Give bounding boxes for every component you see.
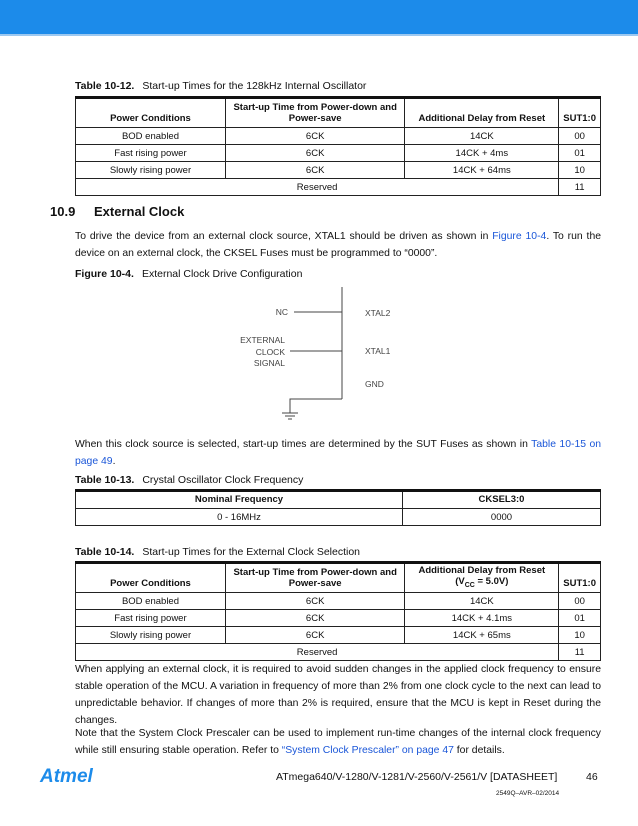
table-cell: 6CK: [225, 627, 404, 644]
external-clock-diagram: [230, 285, 410, 425]
caption-title: Start-up Times for the 128kHz Internal Oscillator: [142, 80, 367, 92]
caption-title: External Clock Drive Configuration: [141, 268, 303, 280]
nc-label: NC: [275, 307, 288, 317]
table-cell: 14CK + 65ms: [405, 627, 559, 644]
table-cell: 10: [559, 627, 601, 644]
paragraph-external-clock: [75, 228, 601, 262]
table-header: SUT1:0: [559, 563, 601, 593]
paragraph-clock-stability: When applying an external clock, it is required to avoid sudden changes in the applied clock frequency to ensure stable operation of the MCU. A variation in frequency of more than 2% from one clock cycle to the next can lead to unpredictable behavior. If changes of more than 2% is required, ensure that the MCU is kept in Reset during the changes.: [75, 664, 601, 726]
table-header: Power Conditions: [76, 563, 226, 593]
caption-label: Table 10-14.: [75, 546, 135, 558]
table-cell: Reserved: [76, 179, 559, 196]
table-header: Additional Delay from Reset: [405, 98, 559, 128]
table-row: [76, 593, 601, 610]
xtal2-label: XTAL2: [365, 308, 391, 318]
header-bar: [0, 0, 638, 34]
table-row: [76, 610, 601, 627]
caption-title: Start-up Times for the External Clock Selection: [142, 546, 361, 558]
gnd-wire: [290, 399, 342, 413]
footer-title: ATmega640/V-1280/V-1281/V-2560/V-2561/V [DATASHEET]: [276, 771, 558, 783]
header-text: Additional Delay from Reset: [418, 565, 546, 577]
paragraph-prescaler-note: [75, 725, 601, 759]
table-cell: 0 - 16MHz: [76, 509, 403, 526]
table-cell: 01: [559, 145, 601, 162]
table-cell: Fast rising power: [76, 145, 226, 162]
table-cell: 0000: [403, 509, 601, 526]
table-cell: Slowly rising power: [76, 162, 226, 179]
table-cell: BOD enabled: [76, 128, 226, 145]
table-cell: 14CK: [405, 128, 559, 145]
gnd-label: GND: [365, 379, 384, 389]
table-cell: 14CK: [405, 593, 559, 610]
paragraph-sut-fuses: [75, 436, 601, 470]
system-clock-prescaler-link[interactable]: “System Clock Prescaler” on page 47: [281, 745, 454, 756]
paragraph-text: .: [112, 456, 116, 467]
table-10-13-caption: [75, 474, 303, 486]
paragraph-text: for details.: [453, 745, 505, 756]
table-header: CKSEL3:0: [403, 491, 601, 509]
table-cell: 00: [559, 593, 601, 610]
table-row: [76, 128, 601, 145]
table-row-reserved: [76, 179, 601, 196]
header-rule: [0, 34, 638, 36]
table-cell: Slowly rising power: [76, 627, 226, 644]
table-cell: 10: [559, 162, 601, 179]
table-10-12: [75, 96, 601, 196]
paragraph-text: When this clock source is selected, start-up times are determined by the SUT Fuses as shown in: [75, 439, 532, 450]
table-cell: Fast rising power: [76, 610, 226, 627]
table-cell: 11: [559, 644, 601, 661]
table-cell: 6CK: [225, 593, 404, 610]
table-row: [76, 627, 601, 644]
table-header: SUT1:0: [559, 98, 601, 128]
section-heading: [50, 204, 184, 219]
table-10-15-link[interactable]: Table 10-15 on page 49: [75, 439, 602, 467]
xtal1-label: XTAL1: [365, 346, 391, 356]
table-cell: 14CK + 64ms: [405, 162, 559, 179]
external-clock-label: EXTERNAL: [240, 335, 285, 345]
table-header: Power Conditions: [76, 98, 226, 128]
header-text: = 5.0V): [474, 576, 509, 588]
table-cell: 01: [559, 610, 601, 627]
caption-label: Table 10-13.: [75, 474, 135, 486]
table-cell: 6CK: [225, 128, 404, 145]
table-10-13: [75, 489, 601, 526]
section-title: External Clock: [94, 204, 185, 219]
atmel-logo: Atmel: [40, 766, 93, 787]
table-cell: 14CK + 4.1ms: [405, 610, 559, 627]
table-header: Start-up Time from Power-down and Power-save: [225, 98, 404, 128]
paragraph-text: Note that the System Clock Prescaler can be used to implement run-time changes of the internal clock frequency while still ensuring stable operation. Refer to: [75, 728, 601, 756]
section-number: 10.9: [50, 204, 76, 219]
header-subscript: CC: [464, 582, 475, 589]
table-10-12-caption: [75, 80, 366, 92]
table-cell: 00: [559, 128, 601, 145]
page-number: 46: [586, 771, 598, 783]
caption-label: Table 10-12.: [75, 80, 135, 92]
external-clock-label: CLOCK: [255, 347, 285, 357]
table-header: [405, 563, 559, 593]
table-row: [76, 162, 601, 179]
table-header: Start-up Time from Power-down and Power-save: [225, 563, 404, 593]
table-row-reserved: [76, 644, 601, 661]
table-cell: Reserved: [76, 644, 559, 661]
table-row: [76, 145, 601, 162]
figure-10-4-link[interactable]: Figure 10-4: [492, 231, 547, 242]
table-header: Nominal Frequency: [76, 491, 403, 509]
paragraph-text: To drive the device from an external clock source, XTAL1 should be driven as shown in: [75, 231, 493, 242]
table-cell: 6CK: [225, 145, 404, 162]
revision-code: 2549Q–AVR–02/2014: [496, 790, 560, 797]
caption-label: Figure 10-4.: [75, 268, 134, 280]
table-cell: 14CK + 4ms: [405, 145, 559, 162]
external-clock-label: SIGNAL: [253, 358, 285, 368]
paragraph-text: . To run the device on an external clock, the CKSEL Fuses must be programmed to “0000”.: [75, 231, 601, 259]
table-10-14: [75, 561, 601, 661]
table-row: [76, 509, 601, 526]
table-cell: 11: [559, 179, 601, 196]
table-cell: 6CK: [225, 162, 404, 179]
header-text: (V: [455, 576, 465, 588]
figure-10-4-caption: [75, 268, 302, 280]
table-10-14-caption: [75, 546, 360, 558]
table-cell: BOD enabled: [76, 593, 226, 610]
caption-title: Crystal Oscillator Clock Frequency: [142, 474, 304, 486]
table-cell: 6CK: [225, 610, 404, 627]
